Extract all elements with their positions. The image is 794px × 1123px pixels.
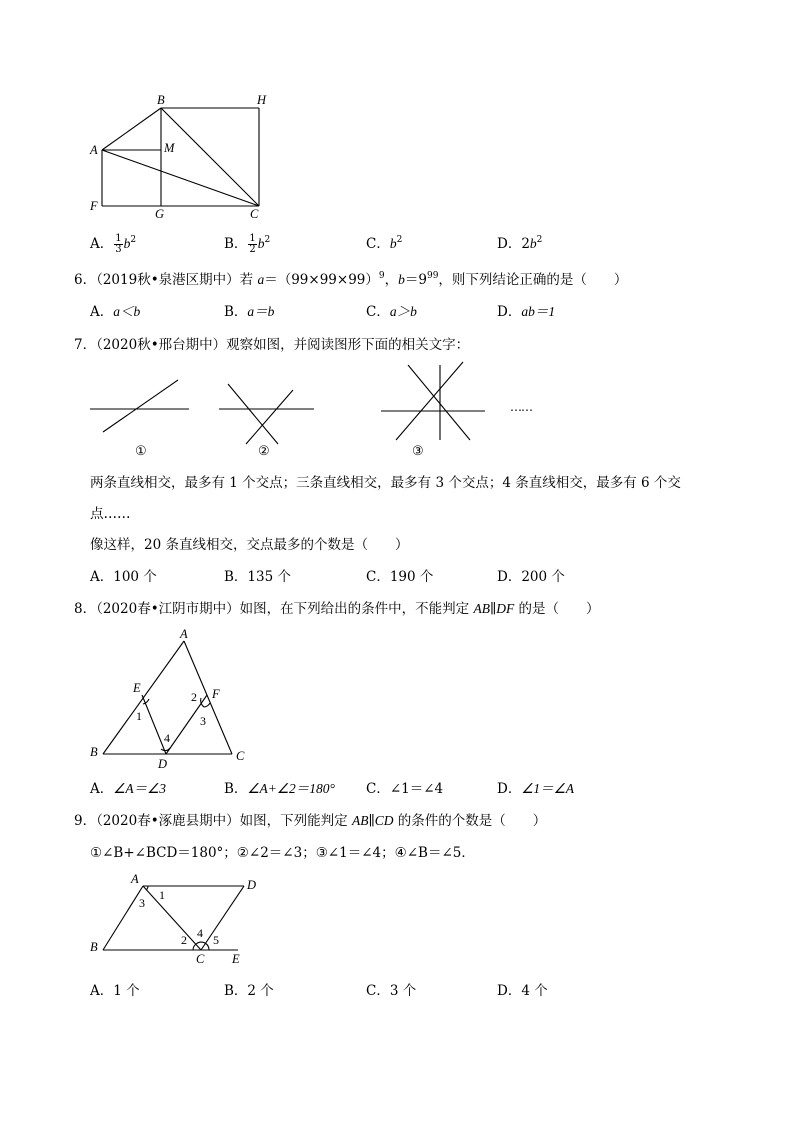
fraction: $\frac{1}{3}$: [115, 233, 122, 255]
angle-label-1: 1: [159, 888, 165, 902]
angle-label-2: 2: [191, 690, 197, 704]
q9-option-d[interactable]: D．4 个: [497, 983, 548, 999]
label-e: E: [133, 681, 141, 695]
label-b: B: [157, 93, 165, 107]
angle-label-1: 1: [136, 709, 142, 723]
fraction: $\frac{1}{2}$: [249, 233, 256, 255]
label-b: B: [90, 745, 98, 759]
q7-option-a[interactable]: A．100 个: [90, 569, 157, 585]
q8-option-d[interactable]: D．∠1＝∠A: [497, 781, 575, 797]
label-a: A: [180, 627, 188, 641]
q6-option-a[interactable]: A．a＜b: [90, 304, 141, 320]
angle-label-4: 4: [164, 731, 170, 745]
question-source: （2020春•涿鹿县期中）: [96, 813, 240, 829]
q7-option-b[interactable]: B．135 个: [224, 569, 291, 585]
q9-conditions: ①∠B+∠BCD＝180°；②∠2＝∠3；③∠1＝∠4；④∠B＝∠5．: [90, 845, 475, 861]
label-e: E: [232, 952, 240, 966]
label-g: G: [155, 207, 165, 221]
q5-option-d[interactable]: D．$2b^2$: [497, 235, 543, 252]
option-prefix: A．: [90, 236, 114, 252]
label-b: B: [90, 940, 98, 954]
angle-label-3: 3: [200, 714, 206, 728]
q7-paragraph-3: 像这样，20 条直线相交，交点最多的个数是（ ）: [90, 537, 409, 553]
q6-stem: 6．（2019秋•泉港区期中）若 $a=(99\times 99\times 99)^9$，$b=9^{99}$，则下列结论正确的是（ ）: [74, 271, 628, 288]
label-c: C: [196, 952, 205, 966]
q9-option-a[interactable]: A．1 个: [90, 983, 140, 999]
option-prefix: D．: [497, 236, 522, 252]
q9-option-c[interactable]: C．3 个: [366, 983, 417, 999]
question-source: （2020秋•邢台期中）: [96, 337, 227, 353]
label-c: C: [236, 749, 245, 763]
label-m: M: [164, 141, 175, 155]
option-prefix: B．: [224, 236, 248, 252]
label-h: H: [257, 93, 267, 107]
option-prefix: C．: [366, 236, 390, 252]
label-f: F: [212, 687, 220, 701]
q6-option-c[interactable]: C．a＞b: [366, 304, 417, 320]
q7-option-c[interactable]: C．190 个: [366, 569, 434, 585]
q7-option-d[interactable]: D．200 个: [497, 569, 565, 585]
q9-option-b[interactable]: B．2 个: [224, 983, 274, 999]
q5-option-a[interactable]: A． $\frac{1}{3}$ $b^2$: [90, 233, 137, 255]
label-d: D: [247, 878, 257, 892]
question-number: 7．: [74, 337, 97, 353]
q7-paragraph-2: 点……: [90, 506, 131, 522]
question-number: 8．: [74, 601, 97, 617]
angle-label-2: 2: [181, 933, 187, 947]
angle-label-5: 5: [213, 933, 219, 947]
label-a: A: [90, 143, 98, 157]
q7-stem: 7．（2020秋•邢台期中）观察如图，并阅读图形下面的相关文字：: [74, 337, 470, 353]
q5-option-c[interactable]: C．$b^2$: [366, 235, 403, 252]
q6-option-d[interactable]: D．ab＝1: [497, 304, 556, 320]
q8-option-c[interactable]: C．∠1＝∠4: [366, 781, 444, 797]
q9-stem: 9．（2020春•涿鹿县期中）如图，下列能判定 AB∥CD 的条件的个数是（ ）: [74, 813, 547, 829]
question-number: 9．: [74, 813, 97, 829]
fig-label-1: ①: [135, 444, 147, 459]
q5-option-b[interactable]: B． $\frac{1}{2}$ $b^2$: [224, 233, 271, 255]
q8-stem: 8．（2020春•江阴市期中）如图，在下列给出的条件中，不能判定 AB∥DF 的是（ ）: [74, 601, 600, 617]
label-c: C: [250, 207, 259, 221]
label-d: D: [158, 757, 168, 771]
label-a: A: [131, 872, 139, 886]
question-number: 6．: [74, 272, 97, 288]
q7-paragraph-1: 两条直线相交，最多有 1 个交点；三条直线相交，最多有 3 个交点；4 条直线相交，最多有 6 个交: [90, 475, 681, 491]
label-f: F: [90, 199, 98, 213]
ellipsis: ……: [510, 400, 532, 414]
q8-option-b[interactable]: B．∠A+∠2＝180°: [224, 781, 335, 797]
fig-label-2: ②: [258, 444, 270, 459]
angle-label-4: 4: [197, 926, 203, 940]
fig-label-3: ③: [412, 444, 424, 459]
q6-option-b[interactable]: B．a＝b: [224, 304, 275, 320]
question-source: （2019秋•泉港区期中）: [96, 272, 240, 288]
angle-label-3: 3: [139, 896, 145, 910]
q8-option-a[interactable]: A．∠A＝∠3: [90, 781, 166, 797]
question-source: （2020春•江阴市期中）: [96, 601, 240, 617]
